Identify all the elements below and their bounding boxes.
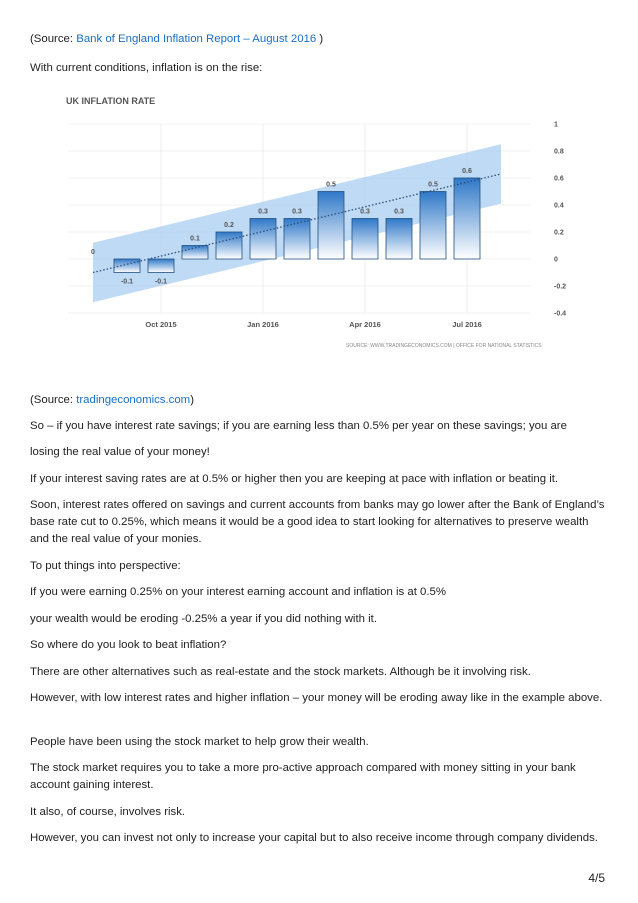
paragraph: your wealth would be eroding -0.25% a year if you did nothing with it. (30, 613, 377, 625)
y-tick-label: 0.8 (554, 148, 564, 156)
paragraph: So where do you look to beat inflation? (30, 639, 227, 651)
paragraph: So – if you have interest rate savings; if you are earning less than 0.5% per year on these savings; you are (30, 420, 567, 432)
data-label: -0.1 (154, 278, 168, 286)
chart-source-note: SOURCE: WWW.TRADINGECONOMICS.COM | OFFICE FOR NATIONAL STATISTICS (346, 343, 542, 349)
x-tick-label: Jul 2016 (452, 320, 482, 329)
data-label: -0.1 (120, 278, 134, 286)
bar (386, 219, 412, 260)
paragraph: There are other alternatives such as real-estate and the stock markets. Although be it involving risk. (30, 666, 531, 678)
bar (216, 232, 242, 259)
source-prefix: (Source: (30, 394, 77, 406)
y-axis-labels (554, 122, 566, 318)
source-suffix: ) (316, 33, 324, 45)
y-tick-label: 0.4 (554, 202, 564, 210)
intro-text: With current conditions, inflation is on the rise: (30, 62, 263, 74)
x-tick-label: Apr 2016 (349, 320, 381, 329)
source-prefix: (Source: (30, 33, 77, 45)
paragraph: Soon, interest rates offered on savings and current accounts from banks may go lower after the Bank of England’s base rate cut to 0.25%, which means it would be a good idea to start looking for alternatives to preserve wealth and the real value of your monies. (30, 499, 605, 545)
source-line-1 (30, 31, 323, 48)
chart-title: UK INFLATION RATE (66, 96, 156, 106)
bar (148, 259, 174, 273)
y-tick-label: 0.6 (554, 175, 564, 183)
source-line-2 (30, 392, 194, 409)
bar (250, 219, 276, 260)
bar (114, 259, 140, 273)
data-label: 0.2 (224, 222, 234, 229)
paragraph: The stock market requires you to take a more pro-active approach compared with money sitting in your bank account gaining interest. (30, 762, 576, 791)
data-label: 0.5 (428, 181, 438, 189)
y-tick-label: 0 (554, 256, 558, 264)
paragraph: It also, of course, involves risk. (30, 806, 186, 818)
data-label: 0.6 (462, 168, 472, 175)
data-label: 0.5 (326, 181, 336, 189)
y-tick-label: -0.2 (554, 283, 567, 291)
data-label: 0.1 (190, 235, 200, 243)
data-label: 0 (91, 249, 95, 256)
page-number: 4/5 (588, 871, 605, 885)
data-label: 0.3 (292, 208, 302, 216)
tradingeconomics-link[interactable]: tradingeconomics.com (76, 394, 191, 406)
bar (454, 178, 480, 259)
data-label: 0.3 (394, 208, 404, 216)
data-label: 0.3 (258, 208, 268, 216)
bar (318, 192, 344, 260)
source-suffix: ) (190, 394, 194, 406)
y-tick-label: -0.4 (554, 310, 567, 318)
y-tick-label: 1 (554, 121, 558, 129)
uk-inflation-chart (56, 88, 586, 358)
data-label: 0.3 (360, 208, 370, 216)
paragraph: If your interest saving rates are at 0.5% or higher then you are keeping at pace with inflation or beating it. (30, 473, 559, 485)
paragraph: People have been using the stock market to help grow their wealth. (30, 736, 369, 748)
paragraph: However, with low interest rates and higher inflation – your money will be eroding away like in the example above. (30, 692, 603, 704)
x-tick-label: Jan 2016 (247, 320, 279, 329)
x-axis-labels (145, 320, 481, 329)
paragraph: losing the real value of your money! (30, 446, 210, 458)
paragraph: If you were earning 0.25% on your interest earning account and inflation is at 0.5% (30, 586, 447, 598)
bar (284, 219, 310, 260)
bar (352, 219, 378, 260)
x-tick-label: Oct 2015 (145, 320, 177, 329)
y-tick-label: 0.2 (554, 229, 564, 237)
paragraph: However, you can invest not only to increase your capital but to also receive income through company dividends. (30, 832, 598, 844)
paragraph: To put things into perspective: (30, 560, 181, 572)
bar (420, 192, 446, 260)
boe-report-link[interactable]: Bank of England Inflation Report – August 2016 (76, 33, 317, 45)
